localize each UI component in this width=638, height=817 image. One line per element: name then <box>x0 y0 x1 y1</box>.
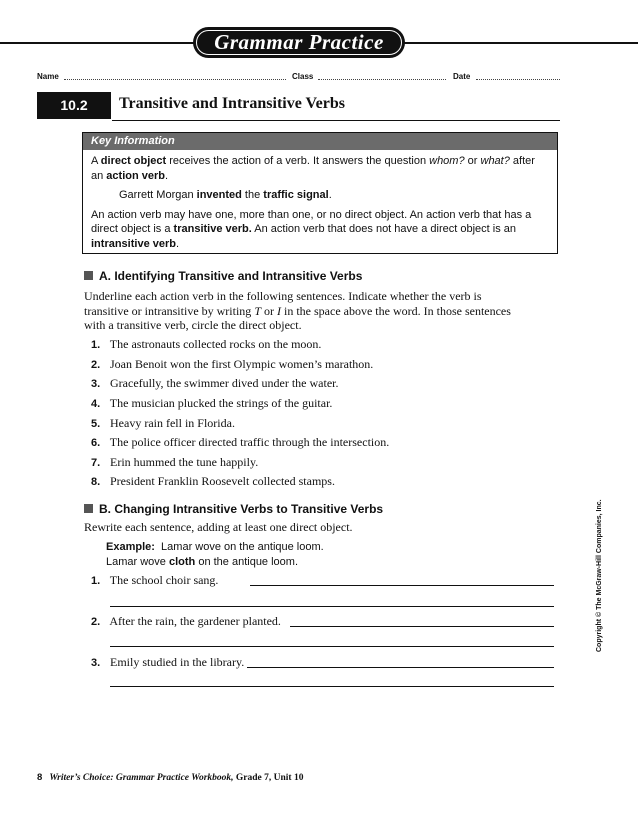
answer-line-1a[interactable] <box>250 585 554 586</box>
section-a-instructions: Underline each action verb in the following sentences. Indicate whether the verb is transitive or intransitive by writing T or I in the space above the word. In those sentences with a transitive verb, circle the direct object. <box>84 289 511 332</box>
lesson-title: Transitive and Intransitive Verbs <box>119 95 345 112</box>
exercise-a-item-2[interactable]: 2. Joan Benoit won the first Olympic women’s marathon. <box>91 357 374 371</box>
book-title: Writer’s Choice: Grammar Practice Workbook, <box>49 773 234 783</box>
exercise-a-item-4[interactable]: 4. The musician plucked the strings of the guitar. <box>91 396 333 410</box>
date-label: Date <box>453 72 471 81</box>
section-a-heading: A. Identifying Transitive and Intransitive Verbs <box>84 269 362 283</box>
exercise-a-item-8[interactable]: 8. President Franklin Roosevelt collected stamps. <box>91 474 335 488</box>
exercise-a-item-6[interactable]: 6. The police officer directed traffic through the intersection. <box>91 435 390 449</box>
section-b-heading: B. Changing Intransitive Verbs to Transitive Verbs <box>84 502 383 516</box>
example-line-2: Lamar wove cloth on the antique loom. <box>106 556 299 568</box>
page-footer <box>37 772 303 783</box>
answer-line-2a[interactable] <box>290 626 554 627</box>
key-info-paragraph-2: An action verb may have one, more than one, or no direct object. An action verb that has a direct object is a transitive verb. An action verb that does not have a direct object is an intransitive verb. <box>91 208 532 250</box>
class-field[interactable] <box>318 79 446 80</box>
lesson-number: 10.2 <box>37 92 111 119</box>
answer-line-3b[interactable] <box>110 686 554 687</box>
exercise-b-item-3: 3. Emily studied in the library. <box>91 655 245 669</box>
exercise-a-item-3[interactable]: 3. Gracefully, the swimmer dived under the water. <box>91 376 339 390</box>
class-label: Class <box>292 72 314 81</box>
key-information-heading: Key Information <box>83 133 557 150</box>
answer-line-3a[interactable] <box>247 667 554 668</box>
book-grade-unit: Grade 7, Unit 10 <box>233 773 304 783</box>
exercise-b-item-1: 1. The school choir sang. <box>91 573 219 587</box>
page-number: 8 <box>37 772 43 783</box>
square-bullet-icon <box>84 504 93 513</box>
key-information-box <box>82 132 558 254</box>
exercise-a-item-5[interactable]: 5. Heavy rain fell in Florida. <box>91 416 235 430</box>
lesson-rule <box>112 120 560 121</box>
section-b-instructions: Rewrite each sentence, adding at least one direct object. <box>84 520 353 534</box>
copyright-notice: Copyright © The McGraw-Hill Companies, Inc. <box>596 499 603 652</box>
answer-line-2b[interactable] <box>110 646 554 647</box>
exercise-a-item-7[interactable]: 7. Erin hummed the tune happily. <box>91 455 259 469</box>
example-line-1: Example: Lamar wove on the antique loom. <box>106 541 324 553</box>
banner-title: Grammar Practice <box>214 30 384 54</box>
name-field[interactable] <box>64 79 286 80</box>
banner-border <box>196 30 402 55</box>
date-field[interactable] <box>476 79 560 80</box>
exercise-a-item-1[interactable]: 1. The astronauts collected rocks on the moon. <box>91 337 322 351</box>
key-info-paragraph-1: A direct object receives the action of a verb. It answers the question whom? or what? after an action verb. <box>91 155 535 182</box>
square-bullet-icon <box>84 271 93 280</box>
answer-line-1b[interactable] <box>110 606 554 607</box>
key-info-example: Garrett Morgan invented the traffic signal. <box>119 189 332 201</box>
name-label: Name <box>37 72 59 81</box>
page-banner <box>193 27 405 58</box>
exercise-b-item-2: 2. After the rain, the gardener planted. <box>91 614 281 628</box>
